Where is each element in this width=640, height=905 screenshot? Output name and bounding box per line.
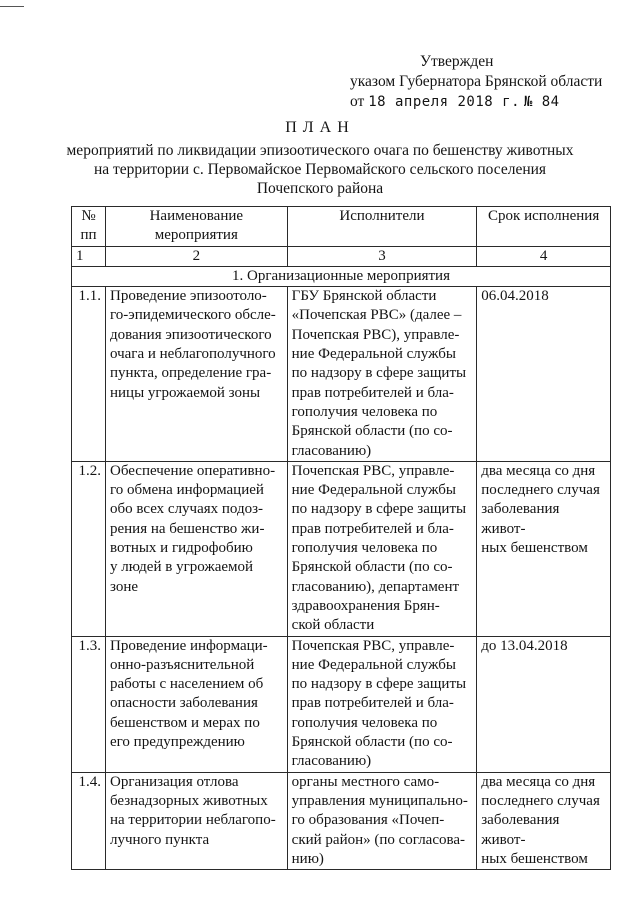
approval-line-1: Утвержден (420, 53, 494, 70)
table-row (72, 636, 611, 772)
approval-date: 18 апреля 2018 г. (368, 94, 520, 110)
row-activity: Организация отлова безнадзорных животных на территории неблагопо- лучного пункта (105, 772, 287, 869)
row-number: 1.2. (72, 461, 106, 636)
column-number-4: 4 (477, 246, 611, 266)
document-heading (60, 118, 580, 198)
row-activity: Обеспечение оперативно- го обмена информацией обо всех случаях подоз- рения на бешенство жи- вотных и гидрофобию у людей в угрожаемой зоне (105, 461, 287, 636)
heading-line-2: на территории с. Первомайское Первомайского сельского поселения (93, 161, 547, 178)
row-deadline: два месяца со дня последнего случая заболевания живот- ных бешенством (477, 772, 611, 869)
header-activity: Наименование мероприятия (105, 207, 287, 247)
row-number: 1.1. (72, 287, 106, 462)
row-activity: Проведение эпизоотоло- го-эпидемического обсле- дования эпизоотического очага и неблагополучного пункта, определение гра- ницы угрожаемой зоны (105, 287, 287, 462)
approval-number: № 84 (523, 94, 560, 110)
row-deadline: 06.04.2018 (477, 287, 611, 462)
row-number: 1.4. (72, 772, 106, 869)
column-number-3: 3 (287, 246, 477, 266)
table-row (72, 287, 611, 462)
table-header-row (72, 207, 611, 247)
table-row (72, 772, 611, 869)
column-number-row (72, 246, 611, 266)
heading-line-1: мероприятий по ликвидации эпизоотического очага по бешенству животных (66, 142, 574, 159)
row-deadline: два месяца со дня последнего случая заболевания живот- ных бешенством (477, 461, 611, 636)
section-row (72, 266, 611, 286)
table-row (72, 461, 611, 636)
plan-title: ПЛАН (285, 119, 355, 136)
row-executors: Почепская РВС, управле- ние Федеральной службы по надзору в сфере защиты прав потребителей и бла- гополучия человека по Брянской области (по со- гласованию) (287, 636, 477, 772)
approval-date-prefix: от (350, 93, 365, 110)
column-number-1: 1 (72, 246, 106, 266)
column-number-2: 2 (105, 246, 287, 266)
section-title: 1. Организационные мероприятия (72, 266, 611, 286)
row-deadline: до 13.04.2018 (477, 636, 611, 772)
header-number: № пп (72, 207, 106, 247)
row-executors: Почепская РВС, управле- ние Федеральной службы по надзору в сфере защиты прав потребителей и бла- гополучия человека по Брянской области (по со- гласованию), департамент здравоохранения Брян- ской области (287, 461, 477, 636)
corner-line (0, 6, 24, 7)
approval-line-2: указом Губернатора Брянской области (350, 73, 603, 90)
header-deadline: Срок исполнения (477, 207, 611, 247)
row-number: 1.3. (72, 636, 106, 772)
row-activity: Проведение информаци- онно-разъяснительной работы с населением об опасности заболевания бешенством и мерах по его предупреждению (105, 636, 287, 772)
heading-line-3: Почепского района (256, 180, 384, 197)
row-executors: органы местного само- управления муниципально- го образования «Почеп- ский район» (по согласова- нию) (287, 772, 477, 869)
approval-block (330, 52, 630, 112)
header-executors: Исполнители (287, 207, 477, 247)
approval-line-3 (330, 92, 630, 112)
plan-table (71, 206, 611, 870)
row-executors: ГБУ Брянской области «Почепская РВС» (далее – Почепская РВС), управле- ние Федеральной службы по надзору в сфере защиты прав потребителей и бла- гополучия человека по Брянской области (по со- гласованию) (287, 287, 477, 462)
